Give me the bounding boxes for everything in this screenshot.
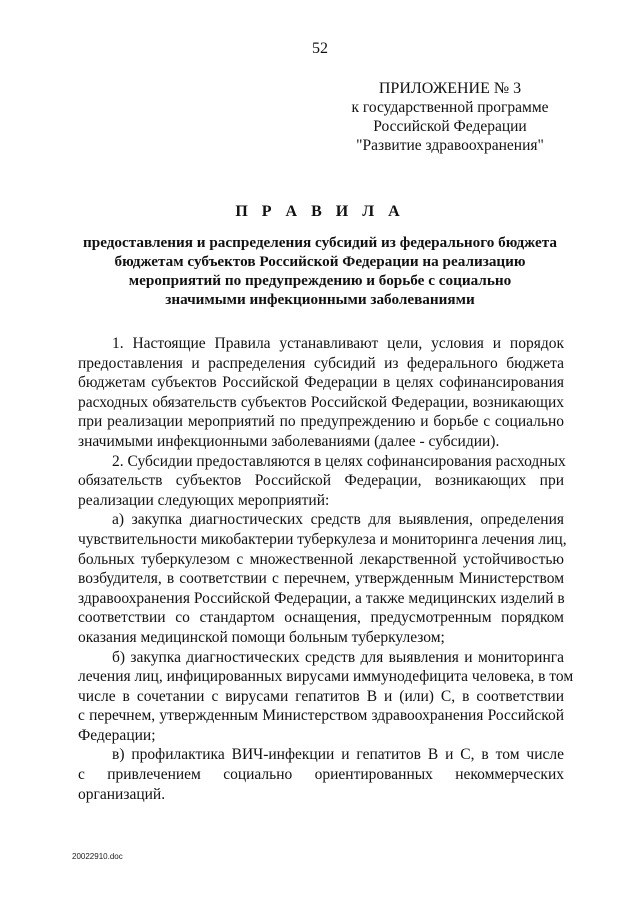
paragraph-v <box>78 745 564 804</box>
subtitle-line: мероприятий по предупреждению и борьбе с социально <box>128 272 512 289</box>
text-line: оказания медицинской помощи больным туберкулезом; <box>78 628 445 646</box>
page-number: 52 <box>312 40 328 57</box>
text-line: 1. Настоящие Правила устанавливают цели, условия и порядок <box>112 335 564 352</box>
document-subtitle <box>78 233 562 309</box>
text-line: предоставления и распределения субсидий из федерального бюджета <box>78 354 564 372</box>
text-line: 2. Субсидии предоставляются в целях софинансирования расходных <box>112 452 566 470</box>
text-line: в) профилактика ВИЧ-инфекции и гепатитов В и С, в том числе <box>112 746 564 764</box>
text-line: возбудителя, в соответствии с перечнем, утвержденным Министерством <box>78 570 564 588</box>
paragraph-b <box>78 648 574 746</box>
text-line: чувствительности микобактерии туберкулеза и мониторинга лечения лиц, <box>78 530 567 548</box>
subtitle-line: бюджетам субъектов Российской Федерации на реализацию <box>114 253 526 270</box>
text-line: с перечнем, утвержденным Министерством здравоохранения Российской <box>78 707 564 725</box>
appendix-block <box>330 79 570 155</box>
text-line: Федерации; <box>78 726 156 744</box>
text-line: больных туберкулезом с множественной лекарственной устойчивостью <box>78 550 564 568</box>
text-line: числе в сочетании с вирусами гепатитов В и (или) С, в соответствии <box>78 687 564 705</box>
subtitle-line: значимыми инфекционными заболеваниями <box>165 291 475 308</box>
text-line: расходных обязательств субъектов Российской Федерации, возникающих <box>78 393 564 411</box>
text-line: обязательств субъектов Российской Федерации, возникающих при <box>78 472 564 490</box>
subtitle-line: предоставления и распределения субсидий из федерального бюджета <box>83 234 557 251</box>
appendix-title: ПРИЛОЖЕНИЕ № 3 <box>378 80 522 97</box>
appendix-line: "Развитие здравоохранения" <box>356 137 544 154</box>
text-line: реализации следующих мероприятий: <box>78 491 330 509</box>
text-line: соответствии со стандартом оснащения, предусмотренным порядком <box>78 609 564 627</box>
body-text <box>78 334 574 804</box>
text-line: организаций. <box>78 785 166 803</box>
footer-file-code: 20022910.doc <box>72 852 123 861</box>
paragraph-1 <box>78 334 564 452</box>
paragraph-2 <box>78 452 564 511</box>
appendix-line: Российской Федерации <box>373 118 527 135</box>
text-line: при реализации мероприятий по предупреждению и борьбе с социально <box>78 413 564 431</box>
text-line: б) закупка диагностических средств для выявления и мониторинга <box>112 648 564 666</box>
text-line: лечения лиц, инфицированных вирусами иммунодефицита человека, в том <box>78 668 574 686</box>
paragraph-a <box>78 510 567 647</box>
text-line: а) закупка диагностических средств для выявления, определения <box>112 511 564 529</box>
document-title: П Р А В И Л А <box>235 203 405 220</box>
text-line: значимыми инфекционными заболеваниями (далее - субсидии). <box>78 432 500 450</box>
text-line: здравоохранения Российской Федерации, а также медицинских изделий в <box>78 589 565 607</box>
appendix-line: к государственной программе <box>351 99 549 116</box>
text-line: с привлечением социально ориентированных некоммерческих <box>78 766 564 784</box>
text-line: бюджетам субъектов Российской Федерации в целях софинансирования <box>78 374 564 392</box>
